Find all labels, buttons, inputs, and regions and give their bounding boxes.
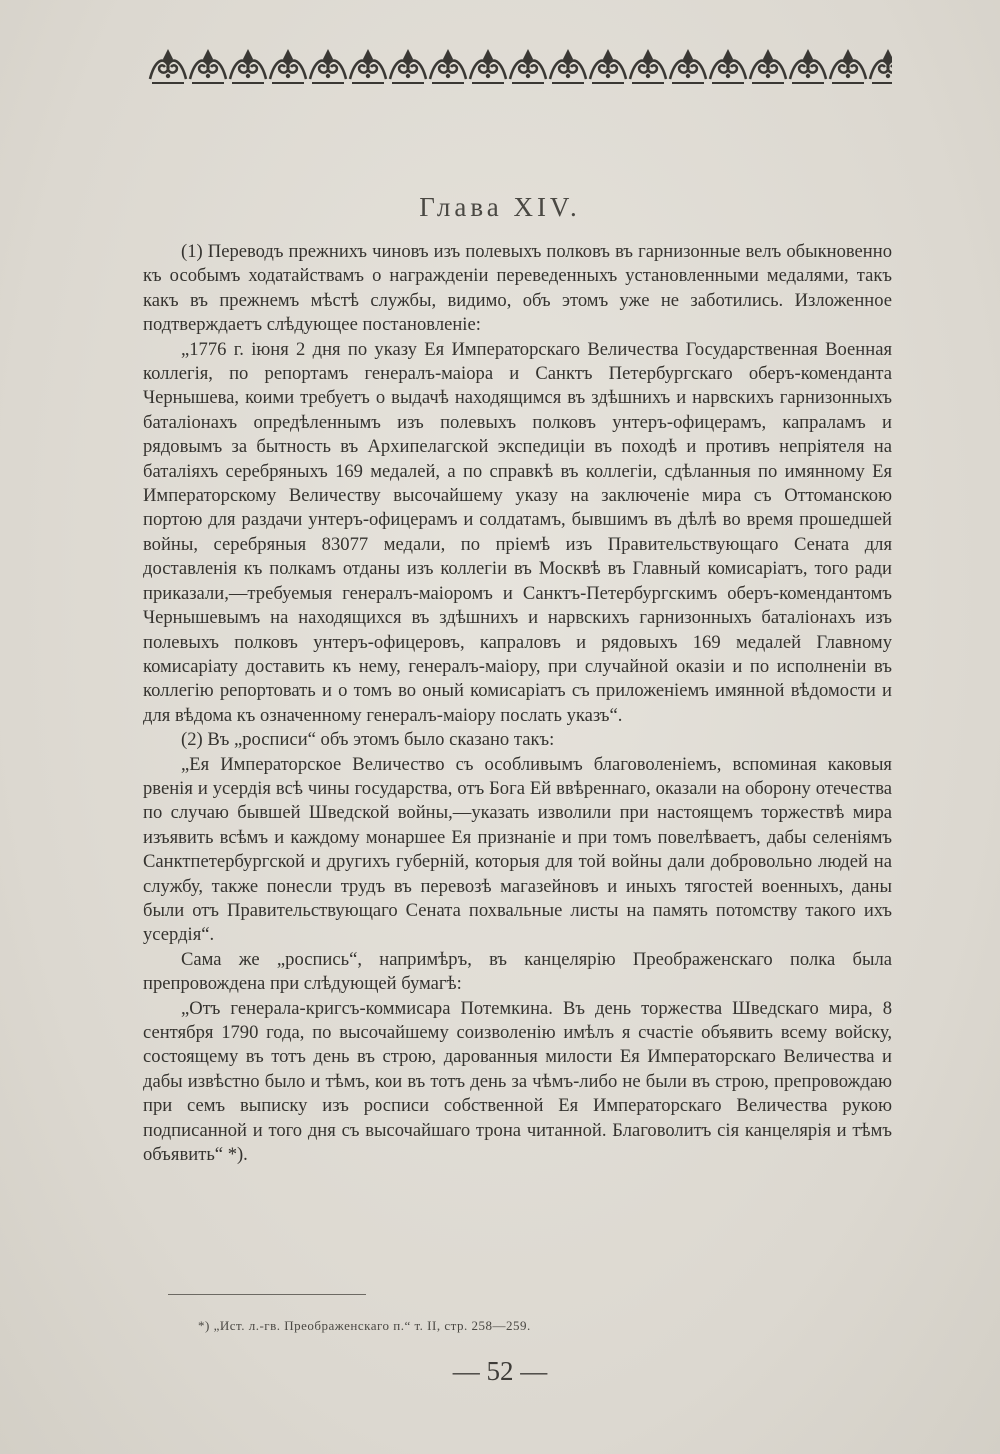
page-number: — 52 — <box>452 1356 548 1386</box>
paragraph: (1) Переводъ прежнихъ чиновъ изъ полевыхъ полковъ въ гарнизонные велъ обыкновенно къ особымъ ходатайствамъ о награжденіи переведенныхъ установленными медалями, такъ какъ въ прежнемъ мѣстѣ службы, видимо, объ этомъ уже не заботились. Изложенное подтверждаетъ слѣдующее постановленіе: <box>143 241 892 336</box>
paragraph: „Отъ генерала-кригсъ-коммисара Потемкина. Въ день торжества Шведскаго мира, 8 сентября 1790 года, по высочайшему соизволенію имѣлъ я счастіе объявить всему войску, состоящему въ тотъ день въ строю, дарованныя милости Ея Императорскаго Величества и дабы извѣстно было и тѣмъ, кои въ тотъ день за чѣмъ-либо не были въ строю, препровождаю при семъ выписку изъ росписи собственной Ея Императорскаго Величества рукою подписанной и того дня съ высочайшаго трона читанной. Благоволитъ сія канцелярія и тѣмъ объявить“ *). <box>143 997 892 1166</box>
decorative-header-ornament <box>148 45 892 89</box>
paragraph: Сама же „роспись“, напримѣръ, въ канцелярію Преображенскаго полка была препровождена при слѣдующей бумагѣ: <box>143 948 892 995</box>
paragraph: „1776 г. іюня 2 дня по указу Ея Императорскаго Величества Государственная Военная коллегія, по репортамъ генералъ-маіора и Санктъ Петербургскаго оберъ-коменданта Чернышева, коими требуетъ о выдачѣ находящимся въ здѣшнихъ и нарвскихъ гарнизонныхъ баталіонахъ опредѣленнымъ изъ полевыхъ полковъ унтеръ-офицерамъ, капраламъ и рядовымъ за бытность въ Архипелагской экспедиціи въ походѣ и противъ непріятеля на баталіяхъ серебряныхъ 169 медалей, а по справкѣ въ коллегіи, сдѣланныя по имянному Ея Императорскому Величеству высочайшему указу на заключеніе мира съ Оттоманскою портою для раздачи унтеръ-офицерамъ и солдатамъ, бывшимъ въ дѣлѣ во время прошедшей войны, серебряныя 83077 медали, по пріемѣ изъ Правительствующаго Сената для доставленія къ полкамъ отданы изъ коллегіи въ Москвѣ въ Главный комисаріатъ, того ради приказали,—требуемыя генералъ-маіоромъ и Санктъ-Петербургскимъ оберъ-комендантомъ Чернышевымъ на находящихся въ здѣшнихъ и нарвскихъ гарнизонныхъ баталіонахъ изъ полевыхъ полковъ унтеръ-офицеровъ, капраловъ и рядовыхъ 169 медалей Главному комисаріату доставить къ нему, генералъ-маіору, при случайной оказіи и по исполненіи въ коллегію репортовать и о томъ во оный комисаріатъ съ приложеніемъ имянной вѣдомости и для вѣдома къ означенному генералъ-маіору послать указъ“. <box>143 338 892 726</box>
paragraph: „Ея Императорское Величество съ особливымъ благоволеніемъ, вспоминая каковыя рвенія и усердія всѣ чины государства, отъ Бога Ей ввѣреннаго, оказали на оборону отечества по случаю бывшей Шведской войны,—указать изволили при настоящемъ торжествѣ мира изъявить всѣмъ и каждому монаршее Ея признаніе и при томъ повелѣваетъ, дабы селеніямъ Санктпетербургской и другихъ губерній, которыя для той войны дали добровольно людей на службу, также понесли трудъ въ перевозѣ магазейновъ и иныхъ тягостей военныхъ, даны были отъ Правительствующаго Сената похвальные листы на память потомству такого ихъ усердія“. <box>143 753 892 946</box>
footnote: *) „Ист. л.-гв. Преображенскаго п.“ т. II, стр. 258—259. <box>198 1318 531 1333</box>
paragraph: (2) Въ „росписи“ объ этомъ было сказано такъ: <box>181 729 555 751</box>
footnote-divider <box>168 1294 366 1295</box>
chapter-title: Глава XIV. <box>419 192 581 222</box>
main-text <box>143 240 892 1167</box>
